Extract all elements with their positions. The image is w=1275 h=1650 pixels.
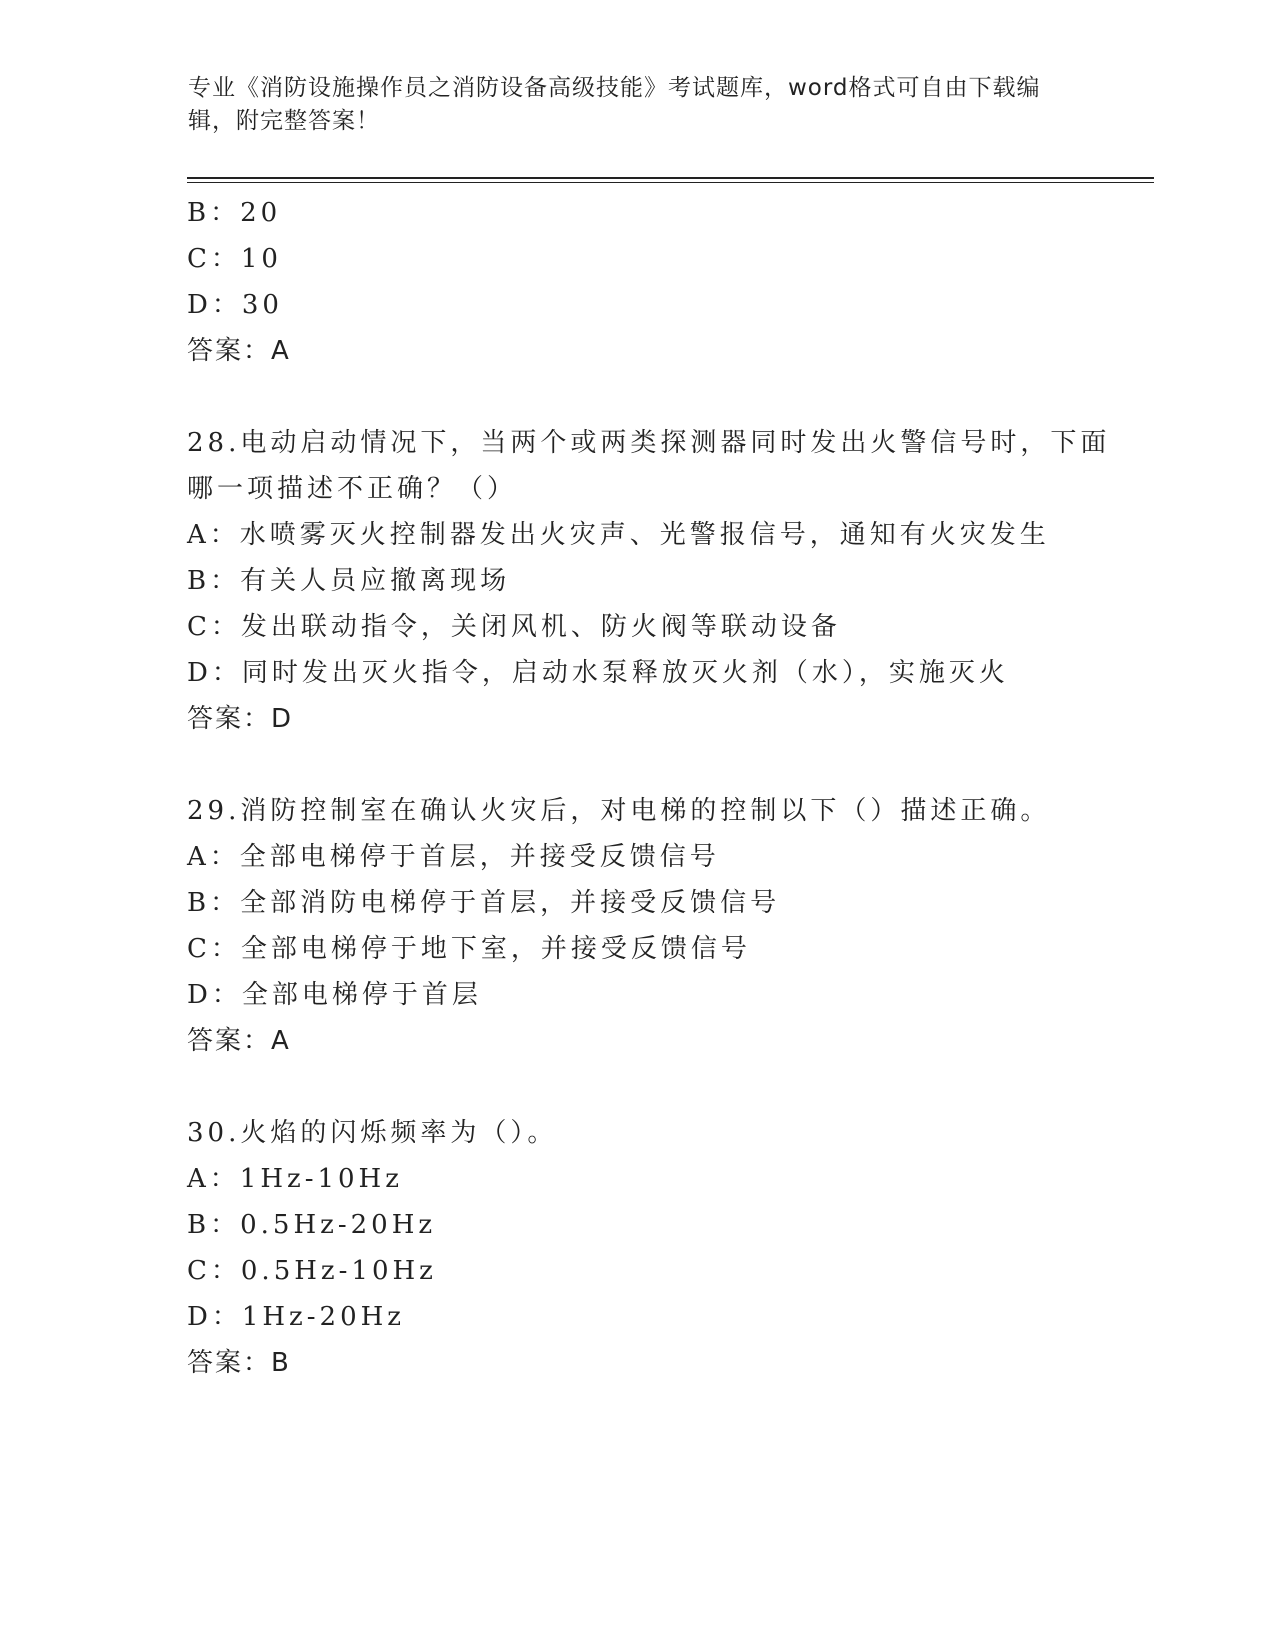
option-a: A：1Hz-10Hz	[187, 1164, 403, 1194]
option-b: B：有关人员应撤离现场	[187, 566, 511, 596]
option-d: D：1Hz-20Hz	[187, 1302, 406, 1332]
option-d: D：全部电梯停于首层	[187, 980, 482, 1010]
option-c: C：发出联动指令，关闭风机、防火阀等联动设备	[187, 612, 841, 642]
question-27-continued	[187, 190, 1147, 374]
option-d: D：30	[187, 290, 283, 320]
answer: 答案：A	[187, 336, 291, 366]
header-divider-thin	[187, 182, 1154, 183]
document-header	[188, 72, 1068, 138]
option-a: A：水喷雾灭火控制器发出火灾声、光警报信号，通知有火灾发生	[187, 520, 1050, 550]
question-30	[187, 1110, 1147, 1386]
option-b: B：全部消防电梯停于首层，并接受反馈信号	[187, 888, 781, 918]
question-28	[187, 420, 1147, 742]
answer: 答案：A	[187, 1026, 291, 1056]
option-a: A：全部电梯停于首层，并接受反馈信号	[187, 842, 720, 872]
option-c: C：0.5Hz-10Hz	[187, 1256, 437, 1286]
option-c: C：全部电梯停于地下室，并接受反馈信号	[187, 934, 751, 964]
option-b: B：20	[187, 198, 282, 228]
question-stem: 29.消防控制室在确认火灾后，对电梯的控制以下（）描述正确。	[187, 796, 1051, 826]
question-stem: 30.火焰的闪烁频率为（）。	[187, 1118, 558, 1148]
question-29	[187, 788, 1147, 1064]
option-c: C：10	[187, 244, 282, 274]
document-body	[187, 190, 1147, 1386]
answer: 答案：D	[187, 704, 294, 734]
header-divider	[187, 177, 1154, 179]
question-stem: 28.电动启动情况下，当两个或两类探测器同时发出火警信号时，下面	[187, 428, 1111, 458]
question-stem: 哪一项描述不正确？（）	[187, 474, 518, 504]
option-b: B：0.5Hz-20Hz	[187, 1210, 437, 1240]
header-line-1: 专业《消防设施操作员之消防设备高级技能》考试题库，word格式可自由下载编	[188, 75, 1041, 101]
option-d: D：同时发出灭火指令，启动水泵释放灭火剂（水），实施灭火	[187, 658, 1009, 688]
header-line-2: 辑，附完整答案！	[188, 108, 380, 134]
answer: 答案：B	[187, 1348, 291, 1378]
